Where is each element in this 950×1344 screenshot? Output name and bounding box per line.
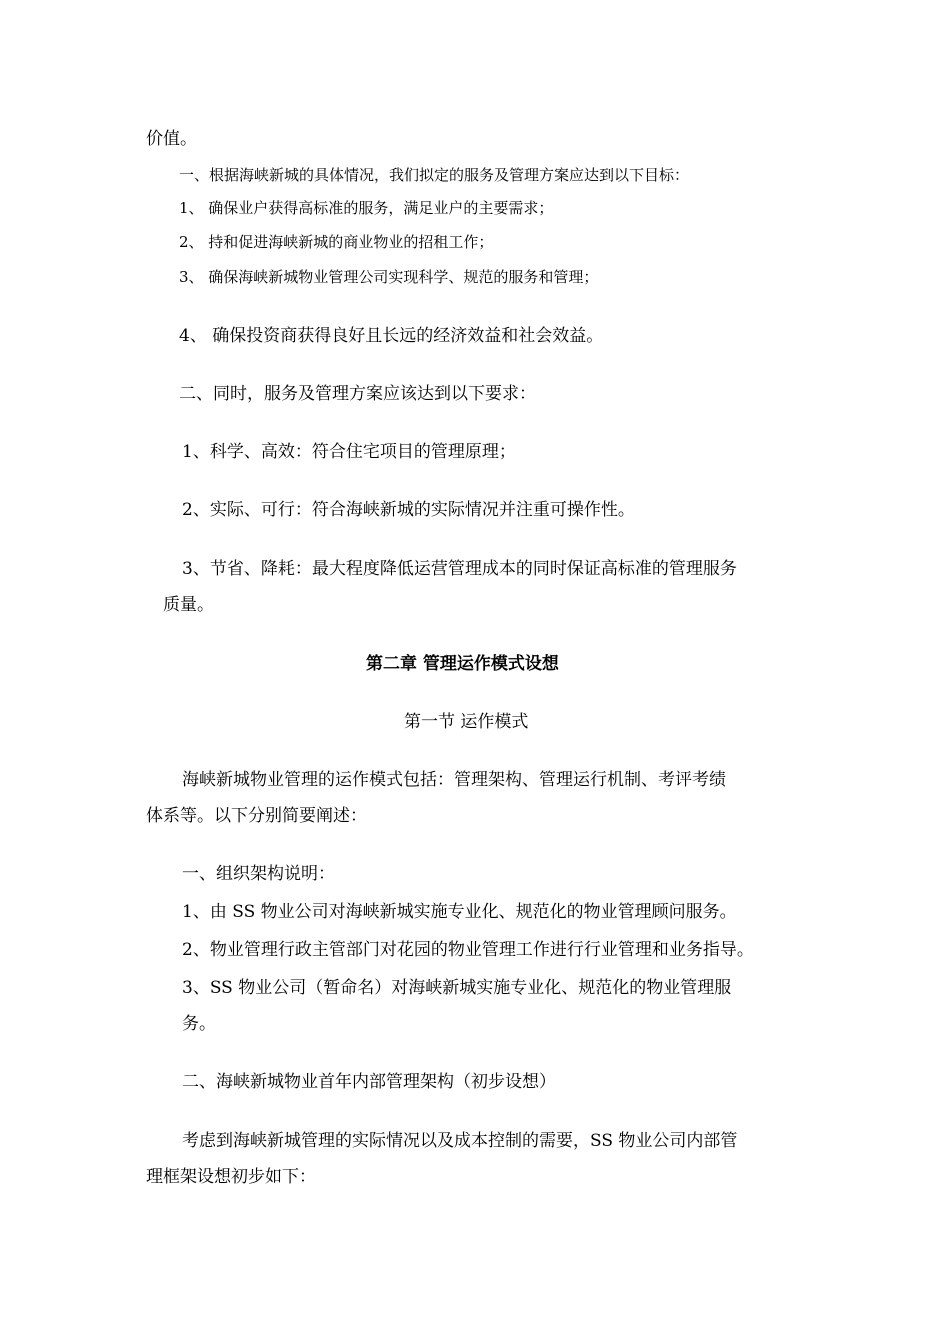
section-title: 第一节 运作模式 [404,712,529,732]
internal-structure-paragraph-continuation: 理框架设想初步如下： [146,1167,316,1187]
requirement-item-3-continuation: 质量。 [163,595,214,615]
chapter-title: 第二章 管理运作模式设想 [366,654,559,674]
org-structure-item-2: 2、物业管理行政主管部门对花园的物业管理工作进行行业管理和业务指导。 [182,940,754,960]
requirement-item-1: 1、科学、高效：符合住宅项目的管理原理； [182,442,516,462]
requirements-intro: 二、同时，服务及管理方案应该达到以下要求： [179,384,536,404]
org-structure-item-3: 3、SS 物业公司（暂命名）对海峡新城实施专业化、规范化的物业管理服 [182,978,732,998]
operation-mode-paragraph-continuation: 体系等。以下分别简要阐述： [146,806,367,826]
org-structure-item-1: 1、由 SS 物业公司对海峡新城实施专业化、规范化的物业管理顾问服务。 [182,902,737,922]
goal-item-3: 3、 确保海峡新城物业管理公司实现科学、规范的服务和管理； [179,268,599,286]
internal-structure-heading: 二、海峡新城物业首年内部管理架构（初步设想） [182,1072,556,1092]
goal-item-2: 2、 持和促进海峡新城的商业物业的招租工作； [179,233,494,251]
org-structure-heading: 一、组织架构说明： [182,864,335,884]
internal-structure-paragraph: 考虑到海峡新城管理的实际情况以及成本控制的需要，SS 物业公司内部管 [182,1131,738,1151]
goal-item-1: 1、 确保业户获得高标准的服务，满足业户的主要需求； [179,199,554,217]
paragraph-continuation: 价值。 [146,129,197,149]
requirement-item-2: 2、实际、可行：符合海峡新城的实际情况并注重可操作性。 [182,500,635,520]
org-structure-item-3-continuation: 务。 [182,1014,216,1034]
operation-mode-paragraph: 海峡新城物业管理的运作模式包括：管理架构、管理运行机制、考评考绩 [182,770,726,790]
goals-intro: 一、根据海峡新城的具体情况，我们拟定的服务及管理方案应达到以下目标： [179,166,690,184]
goal-item-4: 4、 确保投资商获得良好且长远的经济效益和社会效益。 [179,326,604,346]
requirement-item-3: 3、节省、降耗：最大程度降低运营管理成本的同时保证高标准的管理服务 [182,559,737,579]
